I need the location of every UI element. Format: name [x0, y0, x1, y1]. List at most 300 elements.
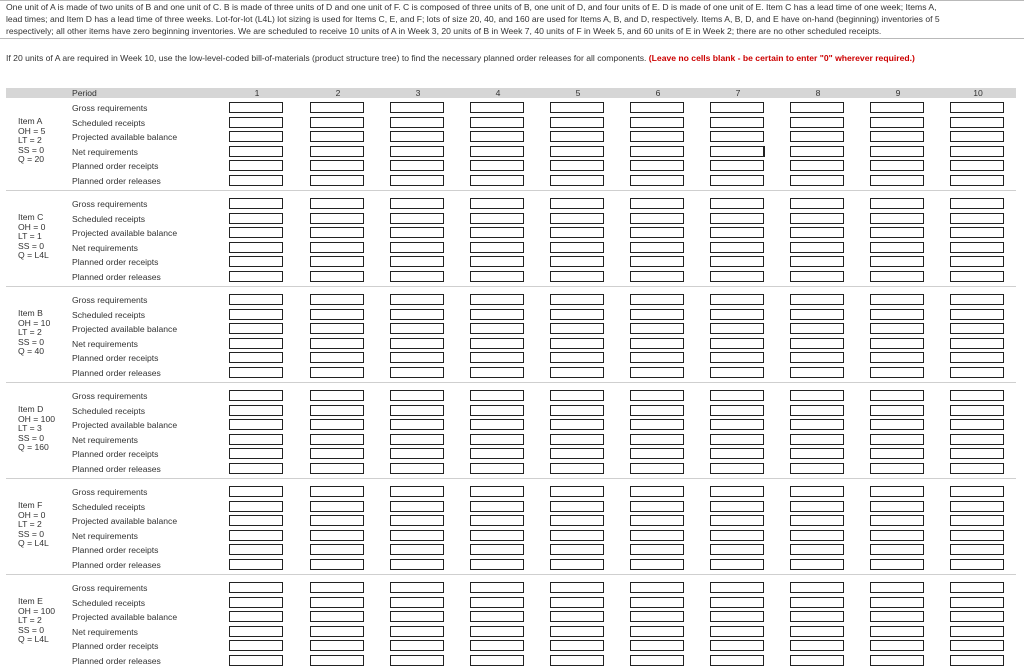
input-cell[interactable]	[950, 323, 1004, 334]
input-cell[interactable]	[630, 597, 684, 608]
input-cell[interactable]	[630, 434, 684, 445]
input-cell[interactable]	[870, 405, 924, 416]
input-cell[interactable]	[229, 655, 283, 666]
input-cell[interactable]	[950, 448, 1004, 459]
input-cell[interactable]	[710, 640, 764, 651]
input-cell[interactable]	[710, 198, 764, 209]
input-cell[interactable]	[710, 175, 764, 186]
input-cell[interactable]	[630, 227, 684, 238]
input-cell[interactable]	[790, 611, 844, 622]
input-cell[interactable]	[550, 146, 604, 157]
input-cell[interactable]	[710, 117, 764, 128]
input-cell[interactable]	[630, 294, 684, 305]
input-cell[interactable]	[550, 117, 604, 128]
input-cell[interactable]	[470, 611, 524, 622]
input-cell[interactable]	[710, 434, 764, 445]
input-cell[interactable]	[710, 256, 764, 267]
input-cell[interactable]	[710, 338, 764, 349]
input-cell[interactable]	[710, 309, 764, 320]
input-cell[interactable]	[790, 434, 844, 445]
input-cell[interactable]	[630, 367, 684, 378]
input-cell[interactable]	[870, 175, 924, 186]
input-cell[interactable]	[310, 559, 364, 570]
input-cell[interactable]	[630, 390, 684, 401]
input-cell[interactable]	[870, 102, 924, 113]
input-cell[interactable]	[470, 597, 524, 608]
input-cell[interactable]	[390, 390, 444, 401]
input-cell[interactable]	[550, 213, 604, 224]
input-cell[interactable]	[470, 352, 524, 363]
input-cell[interactable]	[390, 242, 444, 253]
input-cell[interactable]	[870, 626, 924, 637]
input-cell[interactable]	[950, 175, 1004, 186]
input-cell[interactable]	[870, 544, 924, 555]
input-cell[interactable]	[790, 544, 844, 555]
input-cell[interactable]	[870, 323, 924, 334]
input-cell[interactable]	[950, 102, 1004, 113]
input-cell[interactable]	[870, 117, 924, 128]
input-cell[interactable]	[790, 227, 844, 238]
input-cell[interactable]	[950, 294, 1004, 305]
input-cell[interactable]	[550, 131, 604, 142]
input-cell[interactable]	[790, 198, 844, 209]
input-cell[interactable]	[950, 515, 1004, 526]
input-cell[interactable]	[310, 655, 364, 666]
input-cell[interactable]	[630, 146, 684, 157]
input-cell[interactable]	[550, 597, 604, 608]
input-cell[interactable]	[470, 146, 524, 157]
input-cell[interactable]	[550, 515, 604, 526]
input-cell[interactable]	[229, 405, 283, 416]
input-cell[interactable]	[950, 256, 1004, 267]
input-cell[interactable]	[310, 131, 364, 142]
input-cell[interactable]	[870, 146, 924, 157]
input-cell[interactable]	[950, 338, 1004, 349]
input-cell[interactable]	[630, 309, 684, 320]
input-cell[interactable]	[229, 515, 283, 526]
input-cell[interactable]	[790, 463, 844, 474]
input-cell[interactable]	[790, 419, 844, 430]
input-cell[interactable]	[870, 640, 924, 651]
input-cell[interactable]	[630, 530, 684, 541]
input-cell[interactable]	[550, 352, 604, 363]
input-cell[interactable]	[470, 626, 524, 637]
input-cell[interactable]	[390, 227, 444, 238]
input-cell[interactable]	[630, 582, 684, 593]
input-cell[interactable]	[550, 338, 604, 349]
input-cell[interactable]	[870, 501, 924, 512]
input-cell[interactable]	[710, 515, 764, 526]
input-cell[interactable]	[229, 501, 283, 512]
input-cell[interactable]	[630, 640, 684, 651]
input-cell[interactable]	[229, 323, 283, 334]
input-cell[interactable]	[550, 367, 604, 378]
input-cell[interactable]	[310, 367, 364, 378]
input-cell[interactable]	[790, 309, 844, 320]
input-cell[interactable]	[310, 146, 364, 157]
input-cell[interactable]	[550, 323, 604, 334]
input-cell[interactable]	[710, 597, 764, 608]
input-cell[interactable]	[390, 294, 444, 305]
input-cell[interactable]	[710, 102, 764, 113]
input-cell[interactable]	[790, 597, 844, 608]
input-cell[interactable]	[950, 198, 1004, 209]
input-cell[interactable]	[790, 117, 844, 128]
input-cell[interactable]	[950, 640, 1004, 651]
input-cell[interactable]	[790, 294, 844, 305]
input-cell[interactable]	[630, 611, 684, 622]
input-cell[interactable]	[870, 294, 924, 305]
input-cell[interactable]	[390, 352, 444, 363]
input-cell[interactable]	[470, 655, 524, 666]
input-cell[interactable]	[630, 544, 684, 555]
input-cell[interactable]	[310, 198, 364, 209]
input-cell[interactable]	[790, 501, 844, 512]
input-cell[interactable]	[870, 338, 924, 349]
input-cell[interactable]	[870, 434, 924, 445]
input-cell[interactable]	[630, 486, 684, 497]
input-cell[interactable]	[470, 256, 524, 267]
input-cell[interactable]	[790, 102, 844, 113]
input-cell[interactable]	[470, 544, 524, 555]
input-cell[interactable]	[310, 530, 364, 541]
input-cell[interactable]	[950, 242, 1004, 253]
input-cell[interactable]	[630, 160, 684, 171]
input-cell[interactable]	[229, 434, 283, 445]
input-cell[interactable]	[630, 102, 684, 113]
input-cell[interactable]	[550, 198, 604, 209]
input-cell[interactable]	[310, 175, 364, 186]
input-cell[interactable]	[550, 405, 604, 416]
input-cell[interactable]	[390, 102, 444, 113]
input-cell[interactable]	[390, 160, 444, 171]
input-cell[interactable]	[790, 486, 844, 497]
input-cell[interactable]	[790, 256, 844, 267]
input-cell[interactable]	[229, 463, 283, 474]
input-cell[interactable]	[310, 294, 364, 305]
input-cell[interactable]	[870, 198, 924, 209]
input-cell[interactable]	[310, 626, 364, 637]
input-cell[interactable]	[229, 486, 283, 497]
input-cell[interactable]	[229, 448, 283, 459]
input-cell[interactable]	[790, 131, 844, 142]
input-cell[interactable]	[229, 640, 283, 651]
input-cell[interactable]	[710, 146, 765, 157]
input-cell[interactable]	[310, 405, 364, 416]
input-cell[interactable]	[710, 419, 764, 430]
input-cell[interactable]	[950, 501, 1004, 512]
input-cell[interactable]	[390, 501, 444, 512]
input-cell[interactable]	[310, 582, 364, 593]
input-cell[interactable]	[950, 530, 1004, 541]
input-cell[interactable]	[550, 242, 604, 253]
input-cell[interactable]	[229, 146, 283, 157]
input-cell[interactable]	[950, 390, 1004, 401]
input-cell[interactable]	[710, 448, 764, 459]
input-cell[interactable]	[630, 338, 684, 349]
input-cell[interactable]	[630, 242, 684, 253]
input-cell[interactable]	[870, 582, 924, 593]
input-cell[interactable]	[710, 486, 764, 497]
input-cell[interactable]	[710, 227, 764, 238]
input-cell[interactable]	[710, 294, 764, 305]
input-cell[interactable]	[310, 102, 364, 113]
input-cell[interactable]	[229, 102, 283, 113]
input-cell[interactable]	[470, 419, 524, 430]
input-cell[interactable]	[710, 559, 764, 570]
input-cell[interactable]	[470, 515, 524, 526]
input-cell[interactable]	[310, 117, 364, 128]
input-cell[interactable]	[950, 213, 1004, 224]
input-cell[interactable]	[229, 390, 283, 401]
input-cell[interactable]	[470, 198, 524, 209]
input-cell[interactable]	[550, 390, 604, 401]
input-cell[interactable]	[390, 582, 444, 593]
input-cell[interactable]	[550, 611, 604, 622]
input-cell[interactable]	[710, 501, 764, 512]
input-cell[interactable]	[550, 448, 604, 459]
input-cell[interactable]	[550, 294, 604, 305]
input-cell[interactable]	[229, 530, 283, 541]
input-cell[interactable]	[870, 655, 924, 666]
input-cell[interactable]	[870, 309, 924, 320]
input-cell[interactable]	[950, 463, 1004, 474]
input-cell[interactable]	[630, 175, 684, 186]
input-cell[interactable]	[870, 597, 924, 608]
input-cell[interactable]	[710, 323, 764, 334]
input-cell[interactable]	[470, 434, 524, 445]
input-cell[interactable]	[870, 160, 924, 171]
input-cell[interactable]	[310, 323, 364, 334]
input-cell[interactable]	[390, 434, 444, 445]
input-cell[interactable]	[229, 117, 283, 128]
input-cell[interactable]	[630, 213, 684, 224]
input-cell[interactable]	[550, 640, 604, 651]
input-cell[interactable]	[630, 198, 684, 209]
input-cell[interactable]	[790, 626, 844, 637]
input-cell[interactable]	[790, 213, 844, 224]
input-cell[interactable]	[390, 655, 444, 666]
input-cell[interactable]	[470, 582, 524, 593]
input-cell[interactable]	[390, 626, 444, 637]
input-cell[interactable]	[550, 102, 604, 113]
input-cell[interactable]	[950, 611, 1004, 622]
input-cell[interactable]	[710, 530, 764, 541]
input-cell[interactable]	[310, 640, 364, 651]
input-cell[interactable]	[229, 419, 283, 430]
input-cell[interactable]	[550, 501, 604, 512]
input-cell[interactable]	[229, 256, 283, 267]
input-cell[interactable]	[950, 655, 1004, 666]
input-cell[interactable]	[710, 213, 764, 224]
input-cell[interactable]	[790, 405, 844, 416]
input-cell[interactable]	[390, 515, 444, 526]
input-cell[interactable]	[470, 463, 524, 474]
input-cell[interactable]	[310, 256, 364, 267]
input-cell[interactable]	[790, 367, 844, 378]
input-cell[interactable]	[950, 559, 1004, 570]
input-cell[interactable]	[550, 463, 604, 474]
input-cell[interactable]	[710, 544, 764, 555]
input-cell[interactable]	[950, 352, 1004, 363]
input-cell[interactable]	[470, 213, 524, 224]
input-cell[interactable]	[390, 175, 444, 186]
input-cell[interactable]	[550, 271, 604, 282]
input-cell[interactable]	[390, 256, 444, 267]
input-cell[interactable]	[390, 367, 444, 378]
input-cell[interactable]	[870, 463, 924, 474]
input-cell[interactable]	[630, 463, 684, 474]
input-cell[interactable]	[790, 640, 844, 651]
input-cell[interactable]	[870, 213, 924, 224]
input-cell[interactable]	[229, 198, 283, 209]
input-cell[interactable]	[790, 323, 844, 334]
input-cell[interactable]	[310, 213, 364, 224]
input-cell[interactable]	[310, 611, 364, 622]
input-cell[interactable]	[710, 242, 764, 253]
input-cell[interactable]	[870, 256, 924, 267]
input-cell[interactable]	[470, 160, 524, 171]
input-cell[interactable]	[310, 390, 364, 401]
input-cell[interactable]	[310, 463, 364, 474]
input-cell[interactable]	[470, 640, 524, 651]
input-cell[interactable]	[630, 655, 684, 666]
input-cell[interactable]	[550, 309, 604, 320]
input-cell[interactable]	[229, 160, 283, 171]
input-cell[interactable]	[630, 419, 684, 430]
input-cell[interactable]	[470, 486, 524, 497]
input-cell[interactable]	[550, 559, 604, 570]
input-cell[interactable]	[710, 131, 764, 142]
input-cell[interactable]	[870, 419, 924, 430]
input-cell[interactable]	[310, 338, 364, 349]
input-cell[interactable]	[470, 530, 524, 541]
input-cell[interactable]	[229, 626, 283, 637]
input-cell[interactable]	[229, 544, 283, 555]
input-cell[interactable]	[310, 515, 364, 526]
input-cell[interactable]	[390, 405, 444, 416]
input-cell[interactable]	[710, 367, 764, 378]
input-cell[interactable]	[390, 448, 444, 459]
input-cell[interactable]	[390, 117, 444, 128]
input-cell[interactable]	[470, 390, 524, 401]
input-cell[interactable]	[470, 175, 524, 186]
input-cell[interactable]	[470, 294, 524, 305]
input-cell[interactable]	[630, 117, 684, 128]
input-cell[interactable]	[870, 227, 924, 238]
input-cell[interactable]	[790, 582, 844, 593]
input-cell[interactable]	[310, 486, 364, 497]
input-cell[interactable]	[710, 626, 764, 637]
input-cell[interactable]	[229, 227, 283, 238]
input-cell[interactable]	[470, 338, 524, 349]
input-cell[interactable]	[710, 655, 764, 666]
input-cell[interactable]	[550, 227, 604, 238]
input-cell[interactable]	[550, 530, 604, 541]
input-cell[interactable]	[390, 597, 444, 608]
input-cell[interactable]	[470, 271, 524, 282]
input-cell[interactable]	[870, 486, 924, 497]
input-cell[interactable]	[870, 515, 924, 526]
input-cell[interactable]	[870, 352, 924, 363]
input-cell[interactable]	[790, 338, 844, 349]
input-cell[interactable]	[310, 271, 364, 282]
input-cell[interactable]	[470, 131, 524, 142]
input-cell[interactable]	[229, 367, 283, 378]
input-cell[interactable]	[229, 294, 283, 305]
input-cell[interactable]	[950, 146, 1004, 157]
input-cell[interactable]	[470, 501, 524, 512]
input-cell[interactable]	[390, 213, 444, 224]
input-cell[interactable]	[630, 271, 684, 282]
input-cell[interactable]	[790, 352, 844, 363]
input-cell[interactable]	[790, 175, 844, 186]
input-cell[interactable]	[790, 160, 844, 171]
input-cell[interactable]	[870, 131, 924, 142]
input-cell[interactable]	[470, 242, 524, 253]
input-cell[interactable]	[229, 242, 283, 253]
input-cell[interactable]	[470, 448, 524, 459]
input-cell[interactable]	[390, 419, 444, 430]
input-cell[interactable]	[950, 271, 1004, 282]
input-cell[interactable]	[950, 131, 1004, 142]
input-cell[interactable]	[390, 640, 444, 651]
input-cell[interactable]	[630, 131, 684, 142]
input-cell[interactable]	[550, 544, 604, 555]
input-cell[interactable]	[630, 352, 684, 363]
input-cell[interactable]	[390, 271, 444, 282]
input-cell[interactable]	[870, 448, 924, 459]
input-cell[interactable]	[870, 530, 924, 541]
input-cell[interactable]	[470, 559, 524, 570]
input-cell[interactable]	[550, 626, 604, 637]
input-cell[interactable]	[630, 515, 684, 526]
input-cell[interactable]	[790, 271, 844, 282]
input-cell[interactable]	[870, 559, 924, 570]
input-cell[interactable]	[790, 448, 844, 459]
input-cell[interactable]	[790, 655, 844, 666]
input-cell[interactable]	[790, 515, 844, 526]
input-cell[interactable]	[550, 160, 604, 171]
input-cell[interactable]	[310, 501, 364, 512]
input-cell[interactable]	[229, 175, 283, 186]
input-cell[interactable]	[950, 419, 1004, 430]
input-cell[interactable]	[390, 611, 444, 622]
input-cell[interactable]	[710, 582, 764, 593]
input-cell[interactable]	[310, 597, 364, 608]
input-cell[interactable]	[550, 655, 604, 666]
input-cell[interactable]	[550, 486, 604, 497]
input-cell[interactable]	[950, 160, 1004, 171]
input-cell[interactable]	[229, 352, 283, 363]
input-cell[interactable]	[950, 544, 1004, 555]
input-cell[interactable]	[550, 419, 604, 430]
input-cell[interactable]	[390, 131, 444, 142]
input-cell[interactable]	[710, 352, 764, 363]
input-cell[interactable]	[229, 559, 283, 570]
input-cell[interactable]	[630, 501, 684, 512]
input-cell[interactable]	[310, 352, 364, 363]
input-cell[interactable]	[790, 530, 844, 541]
input-cell[interactable]	[950, 367, 1004, 378]
input-cell[interactable]	[630, 405, 684, 416]
input-cell[interactable]	[630, 256, 684, 267]
input-cell[interactable]	[950, 227, 1004, 238]
input-cell[interactable]	[470, 405, 524, 416]
input-cell[interactable]	[229, 213, 283, 224]
input-cell[interactable]	[710, 611, 764, 622]
input-cell[interactable]	[630, 559, 684, 570]
